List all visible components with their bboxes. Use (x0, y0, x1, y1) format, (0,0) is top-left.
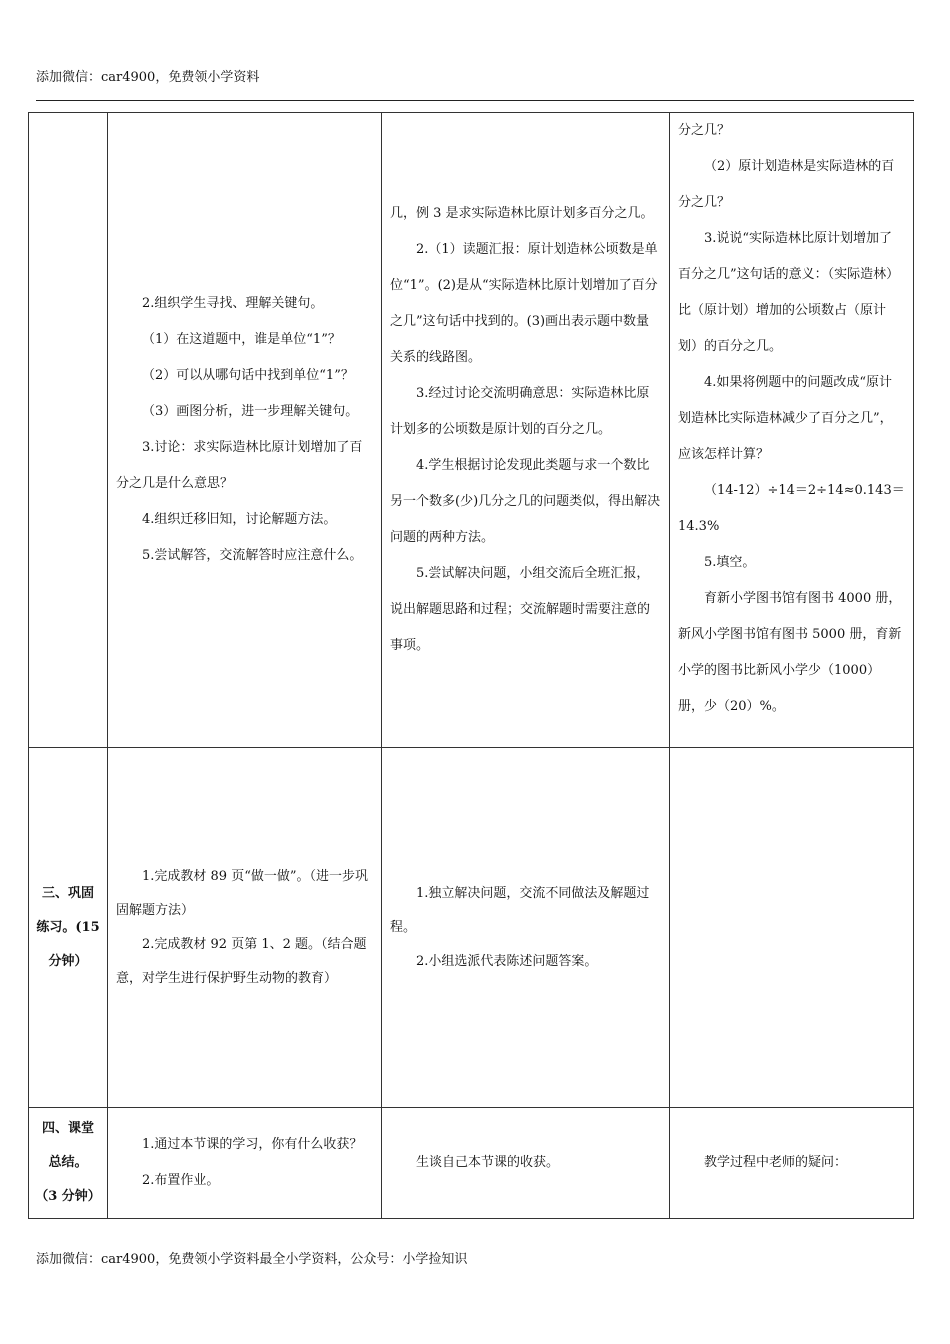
paragraph: 2.（1）读题汇报：原计划造林公顷数是单位“1”。(2)是从“实际造林比原计划增加了百分之几”这句话中找到的。(3)画出表示题中数量关系的线路图。 (390, 242, 658, 365)
paragraph: 1.完成教材 89 页“做一做”。（进一步巩固解题方法） (116, 868, 369, 918)
paragraph: 2.布置作业。 (142, 1173, 220, 1188)
stage-line: 分钟） (48, 953, 88, 969)
paragraph: 2.小组选派代表陈述问题答案。 (416, 953, 598, 969)
paragraph: 1.独立解决问题，交流不同做法及解题过程。 (390, 885, 650, 935)
paragraph: 2.组织学生寻找、理解关键句。 (142, 296, 324, 311)
stage-line: 三、巩固 (41, 885, 94, 901)
paragraph: （2）原计划造林是实际造林的百分之几？ (678, 159, 895, 210)
paragraph: 3.讨论：求实际造林比原计划增加了百分之几是什么意思？ (116, 440, 363, 491)
paragraph: （1）在这道题中，谁是单位“1”？ (142, 332, 341, 347)
lesson-plan-table (28, 112, 914, 1219)
paragraph: （2）可以从哪句话中找到单位“1”？ (142, 368, 354, 383)
paragraph: 分之几？ (678, 123, 731, 138)
paragraph: 教学过程中老师的疑问： (704, 1155, 848, 1170)
stage-line: 练习。(15 (36, 919, 100, 935)
stage-cell (29, 748, 108, 1108)
notes-cell (670, 113, 914, 748)
paragraph: 5.尝试解决问题，小组交流后全班汇报，说出解题思路和过程；交流解题时需要注意的事项。 (390, 566, 651, 653)
paragraph: 4.组织迁移旧知，讨论解题方法。 (142, 512, 337, 527)
paragraph: 2.完成教材 92 页第 1、2 题。（结合题意，对学生进行保护野生动物的教育） (116, 936, 367, 986)
teacher-activity-cell (108, 748, 382, 1108)
paragraph: 3.说说“实际造林比原计划增加了百分之几”这句话的意义：（实际造林）比（原计划）增加的公顷数占（原计划）的百分之几。 (678, 231, 900, 354)
table-row (29, 748, 914, 1108)
stage-line: 四、课堂 (41, 1121, 94, 1136)
teacher-activity-cell (108, 113, 382, 748)
stage-cell (29, 1108, 108, 1219)
paragraph: 几，例 3 是求实际造林比原计划多百分之几。 (390, 206, 654, 221)
table-row (29, 1108, 914, 1219)
student-activity-cell (382, 748, 670, 1108)
paragraph: 5.填空。 (704, 555, 756, 570)
stage-line: 总结。 (48, 1155, 88, 1170)
paragraph: 3.经过讨论交流明确意思：实际造林比原计划多的公顷数是原计划的百分之几。 (390, 386, 650, 437)
student-activity-cell (382, 1108, 670, 1219)
paragraph: 4.如果将例题中的问题改成“原计划造林比实际造林减少了百分之几”，应该怎样计算？ (678, 375, 893, 462)
teacher-activity-cell (108, 1108, 382, 1219)
table-row (29, 113, 914, 748)
header-divider (36, 100, 914, 101)
footer-note: 添加微信：car4900，免费领小学资料最全小学资料，公众号：小学捡知识 (36, 1252, 468, 1267)
stage-cell (29, 113, 108, 748)
paragraph: （14-12）÷14＝2÷14≈0.143＝14.3% (678, 483, 905, 534)
student-activity-cell (382, 113, 670, 748)
paragraph: 4.学生根据讨论发现此类题与求一个数比另一个数多(少)几分之几的问题类似，得出解决问题的两种方法。 (390, 458, 661, 545)
paragraph: 1.通过本节课的学习，你有什么收获？ (142, 1137, 363, 1152)
paragraph: 5.尝试解答，交流解答时应注意什么。 (142, 548, 363, 563)
paragraph: （3）画图分析，进一步理解关键句。 (142, 404, 359, 419)
stage-line: （3 分钟） (35, 1189, 101, 1204)
header-note: 添加微信：car4900，免费领小学资料 (36, 70, 260, 85)
notes-cell (670, 1108, 914, 1219)
paragraph: 育新小学图书馆有图书 4000 册，新风小学图书馆有图书 5000 册，育新小学的图书比新风小学少（1000）册，少（20）%。 (678, 591, 902, 714)
paragraph: 生谈自己本节课的收获。 (416, 1155, 560, 1170)
notes-cell (670, 748, 914, 1108)
